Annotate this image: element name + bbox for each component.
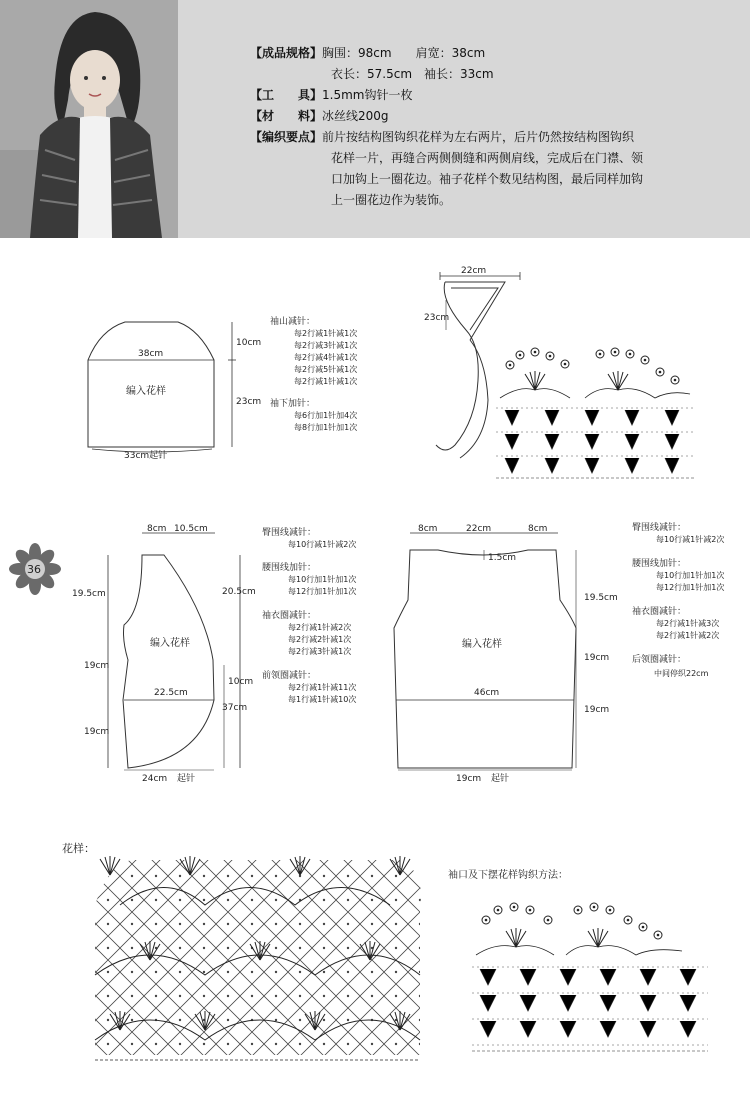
sleeve-cap-height: 10cm xyxy=(236,338,262,348)
points-line-3: 口加钩上一圈花边。袖子花样个数见结构图，最后同样加钩 xyxy=(331,172,644,186)
back-pattern-label: 编入花样 xyxy=(462,639,502,650)
front-bottom-width: 24cm xyxy=(142,774,168,784)
collar-height: 23cm xyxy=(424,313,450,323)
front-note-5: 袖衣圈减针： xyxy=(262,611,317,621)
collar-schematic xyxy=(424,266,520,458)
main-lace-chart xyxy=(95,856,421,1060)
back-note-1: 每10行减1针减2次 xyxy=(656,535,725,544)
material-label: 【材 料】 xyxy=(250,109,323,123)
spec-value-1: 胸围：98cm 肩宽：38cm xyxy=(322,46,486,60)
back-height-2: 19cm xyxy=(584,653,610,663)
sleeve-note-1: 每2行减1针减1次 xyxy=(294,329,358,338)
front-height-3: 19cm xyxy=(84,727,110,737)
page-number: 36 xyxy=(27,563,41,576)
back-note-9: 中间停织22cm xyxy=(654,669,709,678)
cuff-stitch-chart xyxy=(472,903,708,1051)
back-note-5: 袖衣圈减针： xyxy=(632,607,687,617)
front-note-6: 每2行减1针减2次 xyxy=(288,623,352,632)
back-note-4: 每12行加1针加1次 xyxy=(656,583,725,592)
front-top-width-2: 10.5cm xyxy=(174,524,208,534)
back-note-7: 每2行减1针减2次 xyxy=(656,631,720,640)
pattern-title: 花样： xyxy=(62,842,95,855)
back-note-8: 后领圈减针： xyxy=(632,655,687,665)
back-mid-width: 46cm xyxy=(474,688,500,698)
sleeve-pattern-label: 编入花样 xyxy=(126,386,166,397)
back-top-width-3: 8cm xyxy=(528,524,548,534)
back-neck-depth: 1.5cm xyxy=(488,553,517,563)
points-label: 【编织要点】 xyxy=(250,130,323,144)
collar-edge-chart xyxy=(496,348,696,478)
front-note-7: 每2行减2针减1次 xyxy=(288,635,352,644)
points-line-2: 花样一片，再缝合两侧侧缝和两侧肩线，完成后在门襟、领 xyxy=(331,151,644,165)
sleeve-body-height: 23cm xyxy=(236,397,262,407)
front-right-height-1: 20.5cm xyxy=(222,587,256,597)
back-top-width-1: 8cm xyxy=(418,524,438,534)
sleeve-note-7: 每6行加1针加4次 xyxy=(294,411,358,420)
front-schematic xyxy=(72,524,256,784)
front-note-10: 每2行减1针减11次 xyxy=(288,683,357,692)
cuff-title: 袖口及下摆花样钩织方法： xyxy=(448,870,568,881)
back-bottom-width: 19cm xyxy=(456,774,482,784)
back-note-6: 每2行减1针减3次 xyxy=(656,619,720,628)
points-line-4: 上一圈花边作为装饰。 xyxy=(331,193,452,207)
back-note-0: 臀围线减针： xyxy=(632,523,687,533)
front-right-height-3: 37cm xyxy=(222,703,248,713)
front-height-2: 19cm xyxy=(84,661,110,671)
back-note-3: 每10行加1针加1次 xyxy=(656,571,725,580)
front-bottom-suffix: 起针 xyxy=(177,774,196,784)
front-pattern-label: 编入花样 xyxy=(150,638,190,649)
material-value: 冰丝线200g xyxy=(322,109,389,123)
collar-width: 22cm xyxy=(461,266,487,276)
front-mid-width: 22.5cm xyxy=(154,688,188,698)
back-height-1: 19.5cm xyxy=(584,593,618,603)
sleeve-note-2: 每2行减3针减1次 xyxy=(294,341,358,350)
spec-value-2: 衣长：57.5cm 袖长：33cm xyxy=(331,67,494,81)
sleeve-top-width: 38cm xyxy=(138,349,164,359)
back-bottom-suffix: 起针 xyxy=(491,774,510,784)
back-notes xyxy=(632,521,724,678)
front-note-2: 腰围线加针： xyxy=(262,563,317,573)
front-note-8: 每2行减3针减1次 xyxy=(288,647,352,656)
sleeve-notes xyxy=(270,315,357,432)
front-right-height-2: 10cm xyxy=(228,677,254,687)
tools-value: 1.5mm钩针一枚 xyxy=(322,88,413,102)
front-height-1: 19.5cm xyxy=(72,589,106,599)
page-number-badge xyxy=(9,543,61,595)
sleeve-note-0: 袖山减针： xyxy=(270,317,316,327)
sleeve-note-4: 每2行减5针减1次 xyxy=(294,365,358,374)
front-note-4: 每12行加1针加1次 xyxy=(288,587,357,596)
back-top-width-2: 22cm xyxy=(466,524,492,534)
points-line-1: 前片按结构图钩织花样为左右两片，后片仍然按结构图钩织 xyxy=(322,130,635,144)
front-note-0: 臀围线减针： xyxy=(262,528,317,538)
sleeve-note-5: 每2行减1针减1次 xyxy=(294,377,358,386)
specs-label: 【成品规格】 xyxy=(250,46,323,60)
front-notes xyxy=(262,526,356,704)
sleeve-schematic xyxy=(88,322,261,461)
front-top-width-1: 8cm xyxy=(147,524,167,534)
front-note-11: 每1行减1针减10次 xyxy=(288,695,357,704)
back-height-3: 19cm xyxy=(584,705,610,715)
sleeve-bottom-width: 33cm起针 xyxy=(124,451,168,461)
tools-label: 【工 具】 xyxy=(250,88,323,102)
front-note-3: 每10行加1针加1次 xyxy=(288,575,357,584)
sleeve-note-6: 袖下加针： xyxy=(270,399,316,409)
back-schematic xyxy=(394,524,618,784)
sleeve-note-3: 每2行减4针减1次 xyxy=(294,353,358,362)
front-note-1: 每10行减1针减2次 xyxy=(288,540,357,549)
sleeve-note-8: 每8行加1针加1次 xyxy=(294,423,358,432)
front-note-9: 前领圈减针： xyxy=(262,671,317,681)
back-note-2: 腰围线加针： xyxy=(632,559,687,569)
